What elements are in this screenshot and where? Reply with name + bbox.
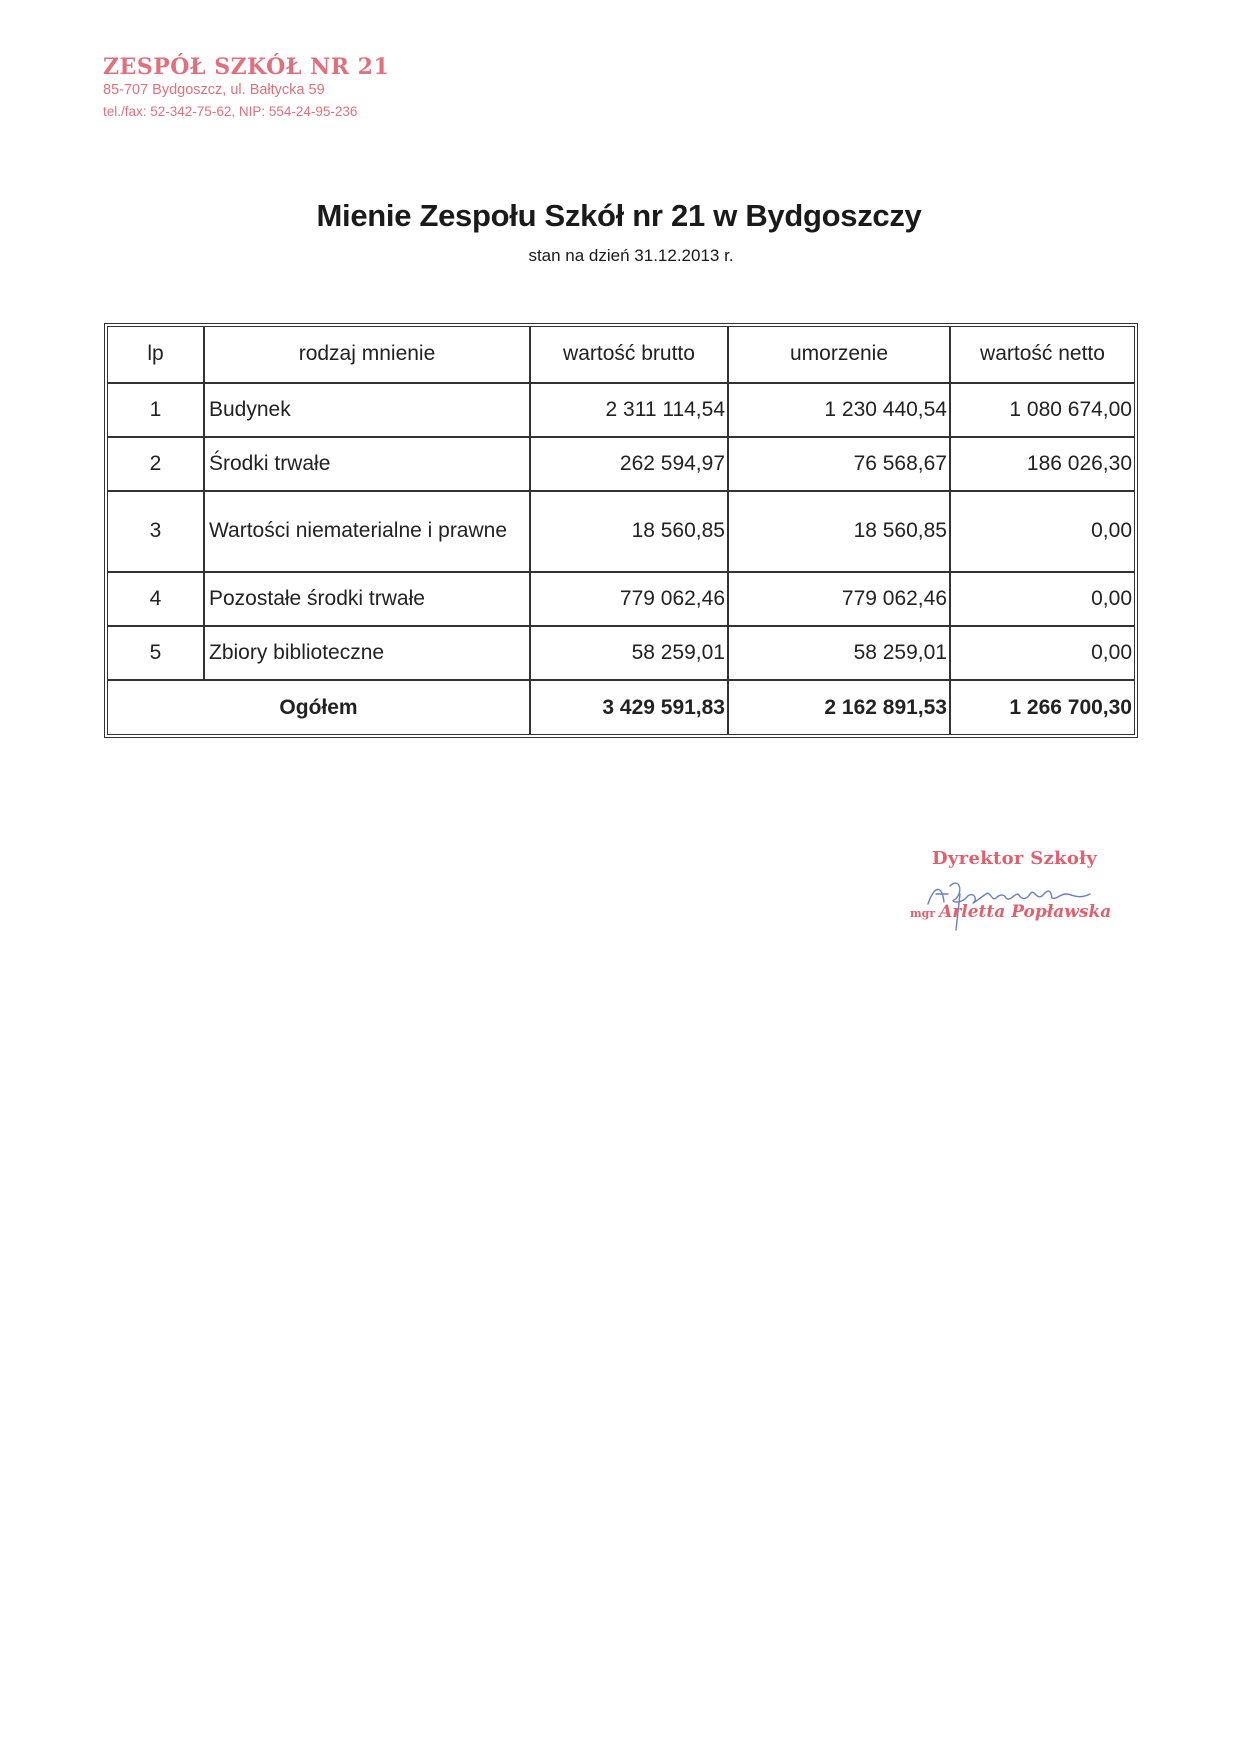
header-net-value: wartość netto bbox=[950, 327, 1134, 383]
cell-asset-type: Zbiory biblioteczne bbox=[204, 626, 530, 680]
header-gross-value: wartość brutto bbox=[530, 327, 728, 383]
total-gross-value: 3 429 591,83 bbox=[530, 680, 728, 734]
header-lp: lp bbox=[108, 327, 204, 383]
cell-asset-type: Pozostałe środki trwałe bbox=[204, 572, 530, 626]
director-name: Arletta Popławska bbox=[939, 902, 1112, 922]
school-name: ZESPÓŁ SZKÓŁ NR 21 bbox=[103, 54, 390, 80]
assets-table bbox=[104, 323, 1138, 738]
cell-depreciation: 779 062,46 bbox=[728, 572, 950, 626]
total-depreciation: 2 162 891,53 bbox=[728, 680, 950, 734]
cell-net-value: 0,00 bbox=[950, 626, 1134, 680]
cell-gross-value: 18 560,85 bbox=[530, 491, 728, 572]
cell-asset-type: Środki trwałe bbox=[204, 437, 530, 491]
cell-lp: 3 bbox=[108, 491, 204, 572]
cell-net-value: 0,00 bbox=[950, 491, 1134, 572]
table-row bbox=[108, 572, 1134, 626]
cell-lp: 2 bbox=[108, 437, 204, 491]
table-row bbox=[108, 383, 1134, 437]
stamp-title: Dyrektor Szkoły bbox=[932, 848, 1098, 869]
cell-gross-value: 58 259,01 bbox=[530, 626, 728, 680]
stamp-name bbox=[910, 902, 1111, 922]
table-row bbox=[108, 437, 1134, 491]
cell-lp: 5 bbox=[108, 626, 204, 680]
cell-depreciation: 76 568,67 bbox=[728, 437, 950, 491]
school-address: 85-707 Bydgoszcz, ul. Bałtycka 59 bbox=[103, 82, 325, 98]
header-asset-type: rodzaj mnienie bbox=[204, 327, 530, 383]
director-stamp bbox=[910, 848, 1130, 938]
document-title: Mienie Zespołu Szkół nr 21 w Bydgoszczy bbox=[316, 198, 922, 233]
table-header-row bbox=[108, 327, 1134, 383]
cell-gross-value: 2 311 114,54 bbox=[530, 383, 728, 437]
total-net-value: 1 266 700,30 bbox=[950, 680, 1134, 734]
cell-depreciation: 58 259,01 bbox=[728, 626, 950, 680]
cell-depreciation: 18 560,85 bbox=[728, 491, 950, 572]
cell-gross-value: 779 062,46 bbox=[530, 572, 728, 626]
cell-net-value: 1 080 674,00 bbox=[950, 383, 1134, 437]
table-row bbox=[108, 626, 1134, 680]
table-total-row bbox=[108, 680, 1134, 734]
cell-gross-value: 262 594,97 bbox=[530, 437, 728, 491]
cell-lp: 1 bbox=[108, 383, 204, 437]
cell-depreciation: 1 230 440,54 bbox=[728, 383, 950, 437]
total-label: Ogółem bbox=[108, 680, 530, 734]
table-row bbox=[108, 491, 1134, 572]
handwritten-signature-icon bbox=[920, 864, 1110, 934]
stamp-prefix: mgr bbox=[910, 907, 936, 920]
letterhead bbox=[103, 54, 389, 122]
header-depreciation: umorzenie bbox=[728, 327, 950, 383]
cell-net-value: 186 026,30 bbox=[950, 437, 1134, 491]
cell-asset-type: Wartości niematerialne i prawne bbox=[204, 491, 530, 572]
cell-lp: 4 bbox=[108, 572, 204, 626]
school-contact: tel./fax: 52-342-75-62, NIP: 554-24-95-236 bbox=[103, 104, 358, 119]
document-subtitle: stan na dzień 31.12.2013 r. bbox=[528, 246, 734, 265]
cell-asset-type: Budynek bbox=[204, 383, 530, 437]
cell-net-value: 0,00 bbox=[950, 572, 1134, 626]
